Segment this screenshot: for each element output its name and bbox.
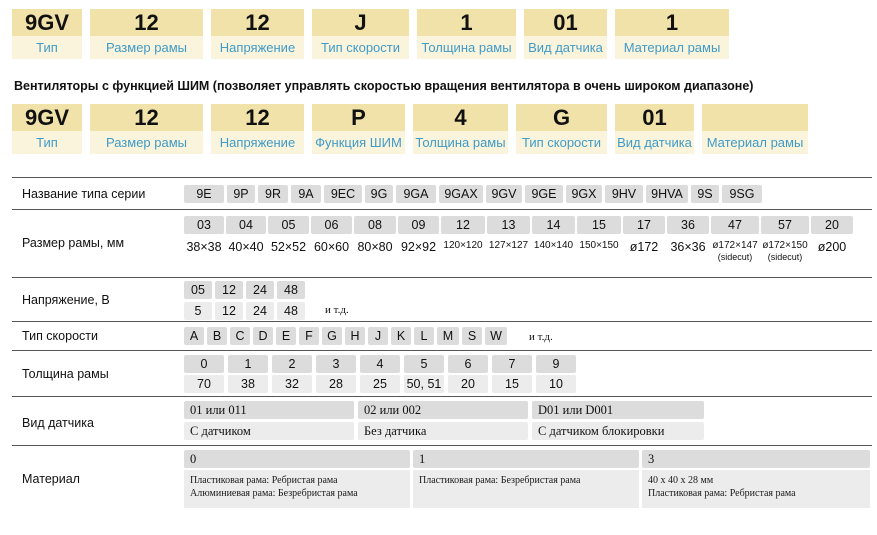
thickness-value: 15 <box>492 375 532 393</box>
code-cell-voltage <box>211 9 304 59</box>
thickness-code: 2 <box>272 355 312 373</box>
frame-size-dim: 40×40 <box>228 240 264 254</box>
material-desc-box <box>184 470 410 508</box>
voltage-item <box>215 281 243 320</box>
row-label-thickness: Толщина рамы <box>22 367 109 381</box>
material-code: 0 <box>184 450 410 468</box>
code-value: J <box>312 9 409 36</box>
code-value: 1 <box>417 9 516 36</box>
thickness-value: 10 <box>536 375 576 393</box>
code-label: Тип <box>12 131 82 154</box>
series-code: 9GA <box>396 185 436 203</box>
frame-size-code: 12 <box>441 216 485 234</box>
voltage-code: 05 <box>184 281 212 299</box>
voltage-item <box>277 281 305 320</box>
material-desc-line: Алюминиевая рама: Безребристая рама <box>190 488 358 499</box>
frame-size-code: 20 <box>811 216 853 234</box>
code-label: Толщина рамы <box>417 36 516 59</box>
material-desc-line: 40 x 40 x 28 мм <box>648 475 714 486</box>
code-value: G <box>516 104 607 131</box>
frame-size-code: 03 <box>184 216 224 234</box>
series-code: 9GX <box>566 185 602 203</box>
code-cell-frame-size <box>90 9 203 59</box>
sensor-desc: С датчиком <box>184 422 354 440</box>
sensor-code: D01 или D001 <box>532 401 704 419</box>
code-cell-thickness <box>417 9 516 59</box>
pwm-title: Вентиляторы с функцией ШИМ (позволяет управлять скоростью вращения вентилятора в очень широком диапазоне) <box>14 79 754 93</box>
speed-code: D <box>253 327 273 345</box>
row-label-voltage: Напряжение, В <box>22 293 110 307</box>
series-code: 9R <box>258 185 288 203</box>
frame-size-note: (sidecut) <box>717 252 753 262</box>
code-value: 12 <box>90 104 203 131</box>
row-label-sensor: Вид датчика <box>22 416 94 430</box>
frame-size-item <box>226 216 266 262</box>
thickness-item <box>536 355 576 393</box>
thickness-code: 3 <box>316 355 356 373</box>
thickness-value: 70 <box>184 375 224 393</box>
material-desc-line: Пластиковая рама: Ребристая рама <box>190 475 338 486</box>
code-label: Тип скорости <box>516 131 607 154</box>
speed-code: J <box>368 327 388 345</box>
frame-size-code: 05 <box>268 216 309 234</box>
frame-size-dim: 150×150 <box>579 240 619 251</box>
frame-size-item <box>761 216 809 262</box>
code-value: 12 <box>90 9 203 36</box>
speed-code: L <box>414 327 434 345</box>
code-cell-material <box>615 9 729 59</box>
voltage-item <box>184 281 212 320</box>
thickness-item <box>272 355 312 393</box>
code-value <box>702 104 808 131</box>
frame-size-item <box>667 216 709 262</box>
series-code: 9E <box>184 185 224 203</box>
series-code: 9GE <box>525 185 563 203</box>
frame-size-dim: ø200 <box>817 240 847 254</box>
frame-size-code: 36 <box>667 216 709 234</box>
code-cell-voltage <box>211 104 304 154</box>
thickness-value: 20 <box>448 375 488 393</box>
thickness-item <box>404 355 444 393</box>
speed-code: M <box>437 327 459 345</box>
row-material <box>12 446 872 513</box>
row-thickness <box>12 351 872 397</box>
sensor-item <box>184 401 354 440</box>
frame-size-code: 09 <box>398 216 439 234</box>
frame-size-item <box>532 216 575 262</box>
thickness-item <box>316 355 356 393</box>
material-code: 3 <box>642 450 870 468</box>
speed-code: S <box>462 327 482 345</box>
code-cell-speed <box>312 9 409 59</box>
thickness-item <box>184 355 224 393</box>
series-code: 9G <box>365 185 393 203</box>
code-value: 9GV <box>12 9 82 36</box>
row-label-material: Материал <box>22 472 80 486</box>
frame-size-dim: 60×60 <box>313 240 350 254</box>
sensor-code: 02 или 002 <box>358 401 528 419</box>
material-desc-line: Пластиковая рама: Ребристая рама <box>648 488 796 499</box>
material-desc-box <box>642 470 870 508</box>
code-label: Вид датчика <box>615 131 694 154</box>
frame-size-dim: 52×52 <box>270 240 307 254</box>
code-cell-thickness <box>413 104 508 154</box>
series-code: 9HVA <box>646 185 688 203</box>
speed-code: H <box>345 327 365 345</box>
sensor-item <box>532 401 704 440</box>
material-item <box>184 450 410 508</box>
code-label: Размер рамы <box>90 131 203 154</box>
code-label: Напряжение <box>211 131 304 154</box>
material-item <box>413 450 639 508</box>
frame-size-item <box>268 216 309 262</box>
speed-code: K <box>391 327 411 345</box>
row-voltage <box>12 278 872 322</box>
thickness-item <box>228 355 268 393</box>
row-series <box>12 178 872 210</box>
material-desc-line: Пластиковая рама: Безребристая рама <box>419 475 581 486</box>
frame-size-code: 06 <box>311 216 352 234</box>
row-sensor <box>12 397 872 446</box>
frame-size-code: 15 <box>577 216 621 234</box>
thickness-list <box>184 355 576 393</box>
code-cell-material <box>702 104 808 154</box>
code-strip-1 <box>12 9 729 59</box>
frame-size-item <box>487 216 530 262</box>
thickness-item <box>448 355 488 393</box>
thickness-code: 1 <box>228 355 268 373</box>
speed-code: G <box>322 327 342 345</box>
thickness-code: 5 <box>404 355 444 373</box>
thickness-code: 4 <box>360 355 400 373</box>
code-cell-type <box>12 9 82 59</box>
series-code: 9A <box>291 185 321 203</box>
row-label-frame-size: Размер рамы, мм <box>22 236 125 250</box>
series-code: 9HV <box>605 185 643 203</box>
frame-size-item <box>398 216 439 262</box>
speed-code: C <box>230 327 250 345</box>
voltage-etc: и т.д. <box>325 304 349 316</box>
speed-code: A <box>184 327 204 345</box>
speed-code: F <box>299 327 319 345</box>
frame-size-note: (sidecut) <box>767 252 803 262</box>
code-value: P <box>312 104 405 131</box>
thickness-item <box>492 355 532 393</box>
voltage-value: 24 <box>246 302 274 320</box>
voltage-code: 24 <box>246 281 274 299</box>
thickness-code: 6 <box>448 355 488 373</box>
series-code: 9EC <box>324 185 362 203</box>
code-label: Напряжение <box>211 36 304 59</box>
sensor-list <box>184 401 704 440</box>
code-label: Тип <box>12 36 82 59</box>
row-frame-size <box>12 210 872 278</box>
row-label-speed: Тип скорости <box>22 329 98 343</box>
thickness-code: 7 <box>492 355 532 373</box>
thickness-code: 0 <box>184 355 224 373</box>
code-label: Материал рамы <box>615 36 729 59</box>
frame-size-item <box>311 216 352 262</box>
frame-size-code: 17 <box>623 216 665 234</box>
series-code: 9P <box>227 185 255 203</box>
voltage-code: 48 <box>277 281 305 299</box>
code-cell-sensor <box>524 9 607 59</box>
sensor-desc: Без датчика <box>358 422 528 440</box>
sensor-code: 01 или 011 <box>184 401 354 419</box>
series-code: 9GAX <box>439 185 483 203</box>
frame-size-item <box>577 216 621 262</box>
frame-size-code: 47 <box>711 216 759 234</box>
frame-size-dim: ø172×150 <box>762 240 808 251</box>
code-strip-2 <box>12 104 808 154</box>
speed-code: B <box>207 327 227 345</box>
code-value: 12 <box>211 9 304 36</box>
thickness-value: 25 <box>360 375 400 393</box>
frame-size-dim: 38×38 <box>186 240 222 254</box>
code-cell-sensor <box>615 104 694 154</box>
thickness-value: 28 <box>316 375 356 393</box>
code-label: Функция ШИМ <box>312 131 405 154</box>
thickness-value: 32 <box>272 375 312 393</box>
voltage-item <box>246 281 274 320</box>
thickness-item <box>360 355 400 393</box>
frame-size-item <box>711 216 759 262</box>
speed-code: W <box>485 327 507 345</box>
material-desc-box <box>413 470 639 508</box>
frame-size-code: 08 <box>354 216 396 234</box>
frame-size-item <box>623 216 665 262</box>
speed-code: E <box>276 327 296 345</box>
series-code: 9S <box>691 185 719 203</box>
frame-size-item <box>811 216 853 262</box>
code-cell-type <box>12 104 82 154</box>
voltage-code: 12 <box>215 281 243 299</box>
code-value: 01 <box>524 9 607 36</box>
voltage-value: 12 <box>215 302 243 320</box>
frame-size-code: 57 <box>761 216 809 234</box>
code-label: Тип скорости <box>312 36 409 59</box>
code-value: 1 <box>615 9 729 36</box>
sensor-desc: С датчиком блокировки <box>532 422 704 440</box>
frame-size-item <box>184 216 224 262</box>
frame-size-dim: 127×127 <box>488 240 529 251</box>
row-label-series: Название типа серии <box>22 187 146 201</box>
frame-size-code: 13 <box>487 216 530 234</box>
code-label: Вид датчика <box>524 36 607 59</box>
thickness-value: 38 <box>228 375 268 393</box>
code-value: 9GV <box>12 104 82 131</box>
voltage-list <box>184 281 305 320</box>
thickness-value: 50, 51 <box>404 375 444 393</box>
code-label: Материал рамы <box>702 131 808 154</box>
frame-size-dim: 80×80 <box>357 240 393 254</box>
frame-size-dim: 120×120 <box>443 240 483 251</box>
material-item <box>642 450 870 508</box>
frame-size-list <box>184 216 853 262</box>
series-list <box>184 185 762 203</box>
material-code: 1 <box>413 450 639 468</box>
code-label: Размер рамы <box>90 36 203 59</box>
voltage-value: 5 <box>184 302 212 320</box>
voltage-value: 48 <box>277 302 305 320</box>
code-value: 12 <box>211 104 304 131</box>
frame-size-dim: ø172 <box>629 240 659 254</box>
code-cell-frame-size <box>90 104 203 154</box>
thickness-code: 9 <box>536 355 576 373</box>
row-speed <box>12 322 872 351</box>
frame-size-code: 14 <box>532 216 575 234</box>
frame-size-dim: 140×140 <box>533 240 574 251</box>
series-code: 9SG <box>722 185 762 203</box>
code-value: 4 <box>413 104 508 131</box>
speed-etc: и т.д. <box>529 331 553 343</box>
code-label: Толщина рамы <box>413 131 508 154</box>
frame-size-dim: 92×92 <box>400 240 437 254</box>
frame-size-dim: ø172×147 <box>712 240 758 251</box>
code-cell-pwm <box>312 104 405 154</box>
code-value: 01 <box>615 104 694 131</box>
frame-size-dim: 36×36 <box>670 240 706 254</box>
material-list <box>184 450 870 508</box>
series-code: 9GV <box>486 185 522 203</box>
frame-size-code: 04 <box>226 216 266 234</box>
frame-size-item <box>354 216 396 262</box>
code-cell-speed <box>516 104 607 154</box>
sensor-item <box>358 401 528 440</box>
spec-table <box>12 177 872 513</box>
frame-size-item <box>441 216 485 262</box>
speed-list <box>184 327 507 345</box>
